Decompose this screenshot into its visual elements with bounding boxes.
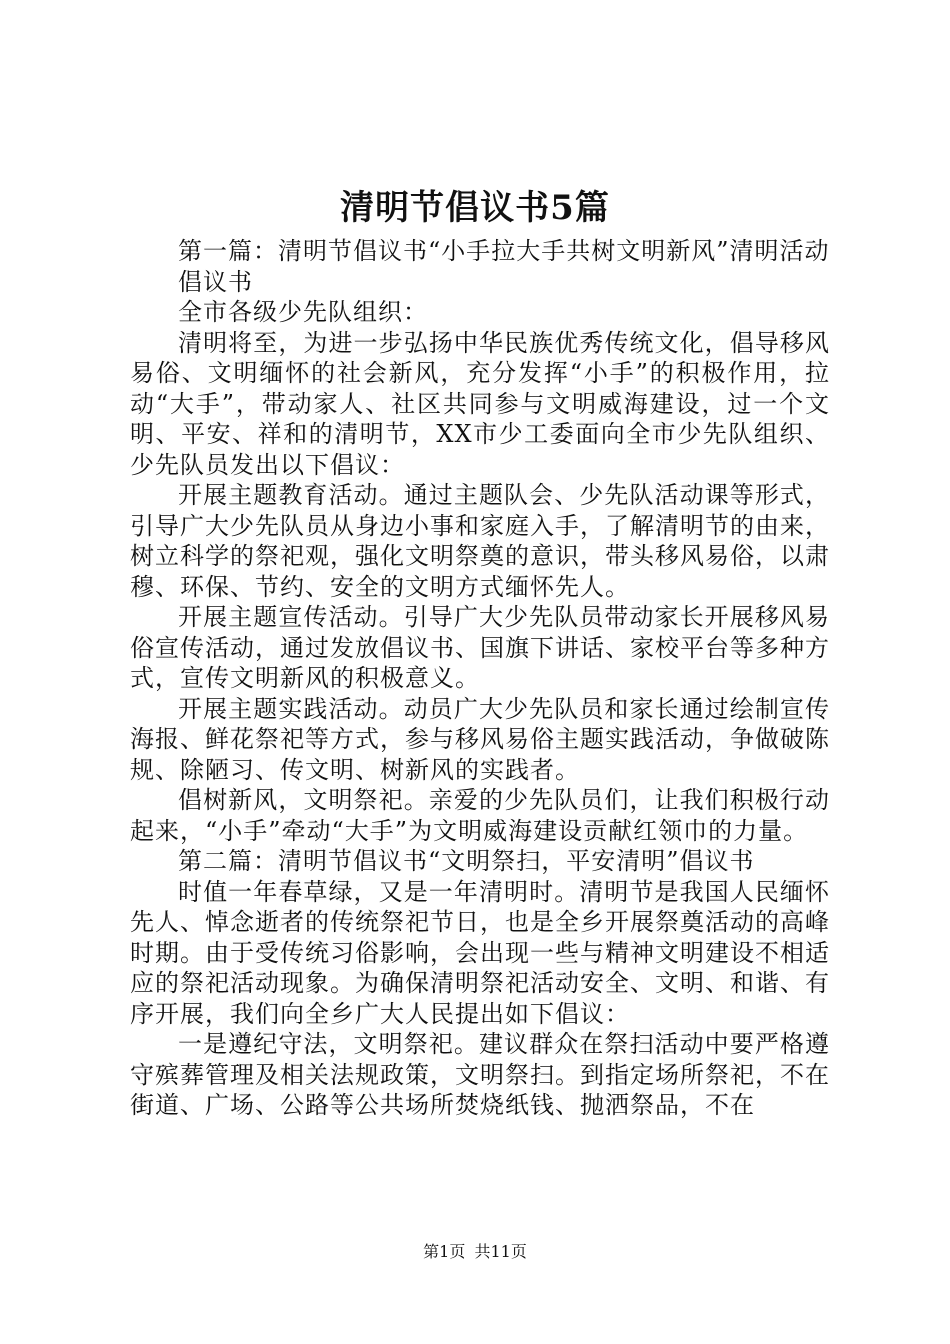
paragraph-7: 开展主题实践活动。动员广大少先队员和家长通过绘制宣传海报、鲜花祭祀等方式，参与移风易俗主题实践活动，争做破陈规、除陋习、传文明、树新风的实践者。 xyxy=(130,694,830,784)
paragraph-2: 倡议书 xyxy=(178,267,253,296)
paragraph-8: 倡树新风，文明祭祀。亲爱的少先队员们，让我们积极行动起来，“小手”牵动“大手”为文明威海建设贡献红领巾的力量。 xyxy=(130,786,830,845)
paragraph-4: 清明将至，为进一步弘扬中华民族优秀传统文化，倡导移风易俗、文明缅怀的社会新风，充分发挥“小手”的积极作用，拉动“大手”，带动家人、社区共同参与文明威海建设，过一个文明、平安、祥和的清明节，XX市少工委面向全市少先队组织、少先队员发出以下倡议： xyxy=(130,328,830,479)
page-footer xyxy=(0,1240,950,1264)
document-title: 清明节倡议书5篇 xyxy=(340,188,610,228)
paragraph-6: 开展主题宣传活动。引导广大少先队员带动家长开展移风易俗宣传活动，通过发放倡议书、国旗下讲话、家校平台等多种方式，宣传文明新风的积极意义。 xyxy=(130,603,830,692)
document-body xyxy=(130,236,830,1121)
paragraph-10: 时值一年春草绿，又是一年清明时。清明节是我国人民缅怀先人、悼念逝者的传统祭祀节日，也是全乡开展祭奠活动的高峰时期。由于受传统习俗影响，会出现一些与精神文明建设不相适应的祭祀活动现象。为确保清明祭祀活动安全、文明、和谐、有序开展，我们向全乡广大人民提出如下倡议： xyxy=(130,877,830,1028)
paragraph-11: 一是遵纪守法，文明祭祀。建议群众在祭扫活动中要严格遵守殡葬管理及相关法规政策，文明祭扫。到指定场所祭祀，不在街道、广场、公路等公共场所焚烧纸钱、抛洒祭品，不在 xyxy=(130,1030,830,1119)
paragraph-1: 第一篇：清明节倡议书“小手拉大手共树文明新风”清明活动 xyxy=(178,237,830,265)
paragraph-3: 全市各级少先队组织： xyxy=(178,298,428,326)
paragraph-9: 第二篇：清明节倡议书“文明祭扫，平安清明”倡议书 xyxy=(178,847,755,875)
page-total: 共11页 xyxy=(474,1242,527,1261)
page-number: 第1页 xyxy=(423,1242,466,1261)
paragraph-5: 开展主题教育活动。通过主题队会、少先队活动课等形式，引导广大少先队员从身边小事和家庭入手，了解清明节的由来，树立科学的祭祀观，强化文明祭奠的意识，带头移风易俗，以肃穆、环保、节约、安全的文明方式缅怀先人。 xyxy=(130,481,830,601)
